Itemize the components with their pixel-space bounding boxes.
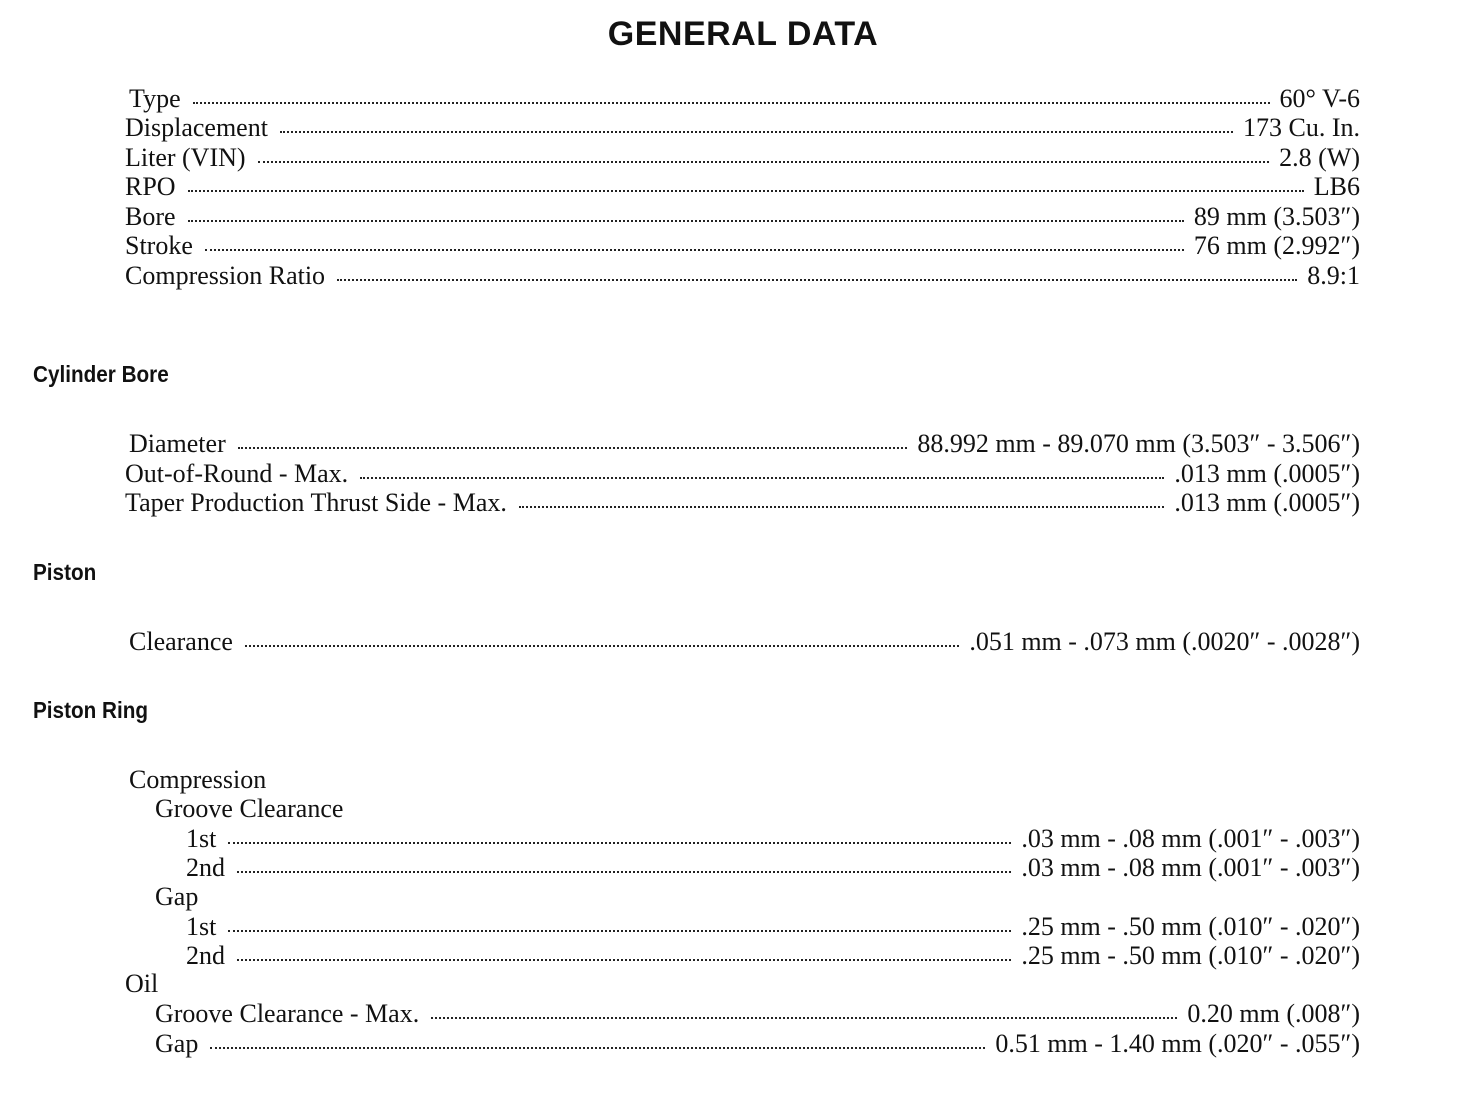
spec-label: 2nd	[186, 941, 225, 970]
spec-label: Displacement	[125, 113, 268, 142]
spec-row-out-of-round	[125, 459, 1360, 489]
spec-value: .25 mm - .50 mm (.010″ - .020″)	[1021, 912, 1360, 941]
dot-leader	[228, 841, 1011, 844]
spec-label: Liter (VIN)	[125, 143, 246, 172]
page-title: GENERAL DATA	[607, 15, 879, 53]
dot-leader	[238, 446, 908, 449]
spec-value: .03 mm - .08 mm (.001″ - .003″)	[1021, 853, 1360, 882]
spec-label: Bore	[125, 202, 176, 231]
spec-row-diameter	[129, 429, 1360, 459]
subheading-oil: Oil	[125, 969, 159, 998]
spec-row-taper	[125, 488, 1360, 518]
spec-value: 173 Cu. In.	[1243, 113, 1360, 142]
spec-label: Groove Clearance - Max.	[155, 999, 420, 1028]
spec-label: Type	[129, 84, 181, 113]
subheading-groove-clearance: Groove Clearance	[155, 794, 344, 823]
spec-value: .013 mm (.0005″)	[1174, 459, 1360, 488]
spec-row-groove-2nd	[186, 853, 1360, 883]
dot-leader	[258, 160, 1270, 163]
spec-value: 0.20 mm (.008″)	[1187, 999, 1360, 1028]
spec-value: .051 mm - .073 mm (.0020″ - .0028″)	[969, 627, 1360, 656]
spec-row-piston-clearance	[129, 627, 1360, 657]
dot-leader	[205, 248, 1184, 251]
spec-label: Clearance	[129, 627, 233, 656]
spec-value: 76 mm (2.992″)	[1193, 231, 1360, 260]
dot-leader	[188, 189, 1304, 192]
spec-row-stroke	[125, 231, 1360, 261]
spec-label: Compression Ratio	[125, 261, 326, 290]
dot-leader	[210, 1046, 985, 1049]
spec-label: Stroke	[125, 231, 193, 260]
dot-leader	[188, 219, 1184, 222]
spec-value: 8.9:1	[1307, 261, 1360, 290]
subheading-compression: Compression	[129, 765, 267, 794]
spec-value: .25 mm - .50 mm (.010″ - .020″)	[1021, 941, 1360, 970]
spec-value: LB6	[1313, 172, 1360, 201]
spec-label: 2nd	[186, 853, 225, 882]
spec-label: Diameter	[129, 429, 226, 458]
spec-row-liter	[125, 143, 1360, 173]
dot-leader	[237, 870, 1011, 873]
spec-row-bore	[125, 202, 1360, 232]
section-heading-cylinder-bore: Cylinder Bore	[33, 361, 169, 387]
spec-value: .03 mm - .08 mm (.001″ - .003″)	[1021, 824, 1360, 853]
spec-row-oil-gap	[155, 1029, 1360, 1059]
spec-value: 89 mm (3.503″)	[1193, 202, 1360, 231]
dot-leader	[193, 101, 1270, 104]
dot-leader	[237, 958, 1011, 961]
spec-row-compression-ratio	[125, 261, 1360, 291]
dot-leader	[245, 644, 959, 647]
spec-row-type	[129, 84, 1360, 114]
spec-value: 2.8 (W)	[1279, 143, 1360, 172]
spec-label: Gap	[155, 1029, 199, 1058]
spec-row-rpo	[125, 172, 1360, 202]
section-heading-piston-ring: Piston Ring	[33, 697, 149, 723]
spec-row-gap-1st	[186, 912, 1360, 942]
subheading-gap: Gap	[155, 882, 199, 911]
dot-leader	[519, 505, 1165, 508]
spec-label: Taper Production Thrust Side - Max.	[125, 488, 507, 517]
spec-row-displacement	[125, 113, 1360, 143]
spec-value: 88.992 mm - 89.070 mm (3.503″ - 3.506″)	[917, 429, 1360, 458]
spec-row-gap-2nd	[186, 941, 1360, 971]
spec-row-oil-groove-clearance	[155, 999, 1360, 1029]
spec-label: RPO	[125, 172, 176, 201]
spec-value: 0.51 mm - 1.40 mm (.020″ - .055″)	[995, 1029, 1360, 1058]
section-heading-piston: Piston	[33, 559, 97, 585]
dot-leader	[228, 929, 1011, 932]
dot-leader	[431, 1016, 1177, 1019]
dot-leader	[337, 278, 1297, 281]
spec-label: Out-of-Round - Max.	[125, 459, 349, 488]
spec-value: .013 mm (.0005″)	[1174, 488, 1360, 517]
spec-label: 1st	[186, 912, 217, 941]
spec-row-groove-1st	[186, 824, 1360, 854]
spec-label: 1st	[186, 824, 217, 853]
spec-value: 60° V-6	[1279, 84, 1360, 113]
dot-leader	[280, 130, 1233, 133]
dot-leader	[360, 476, 1164, 479]
